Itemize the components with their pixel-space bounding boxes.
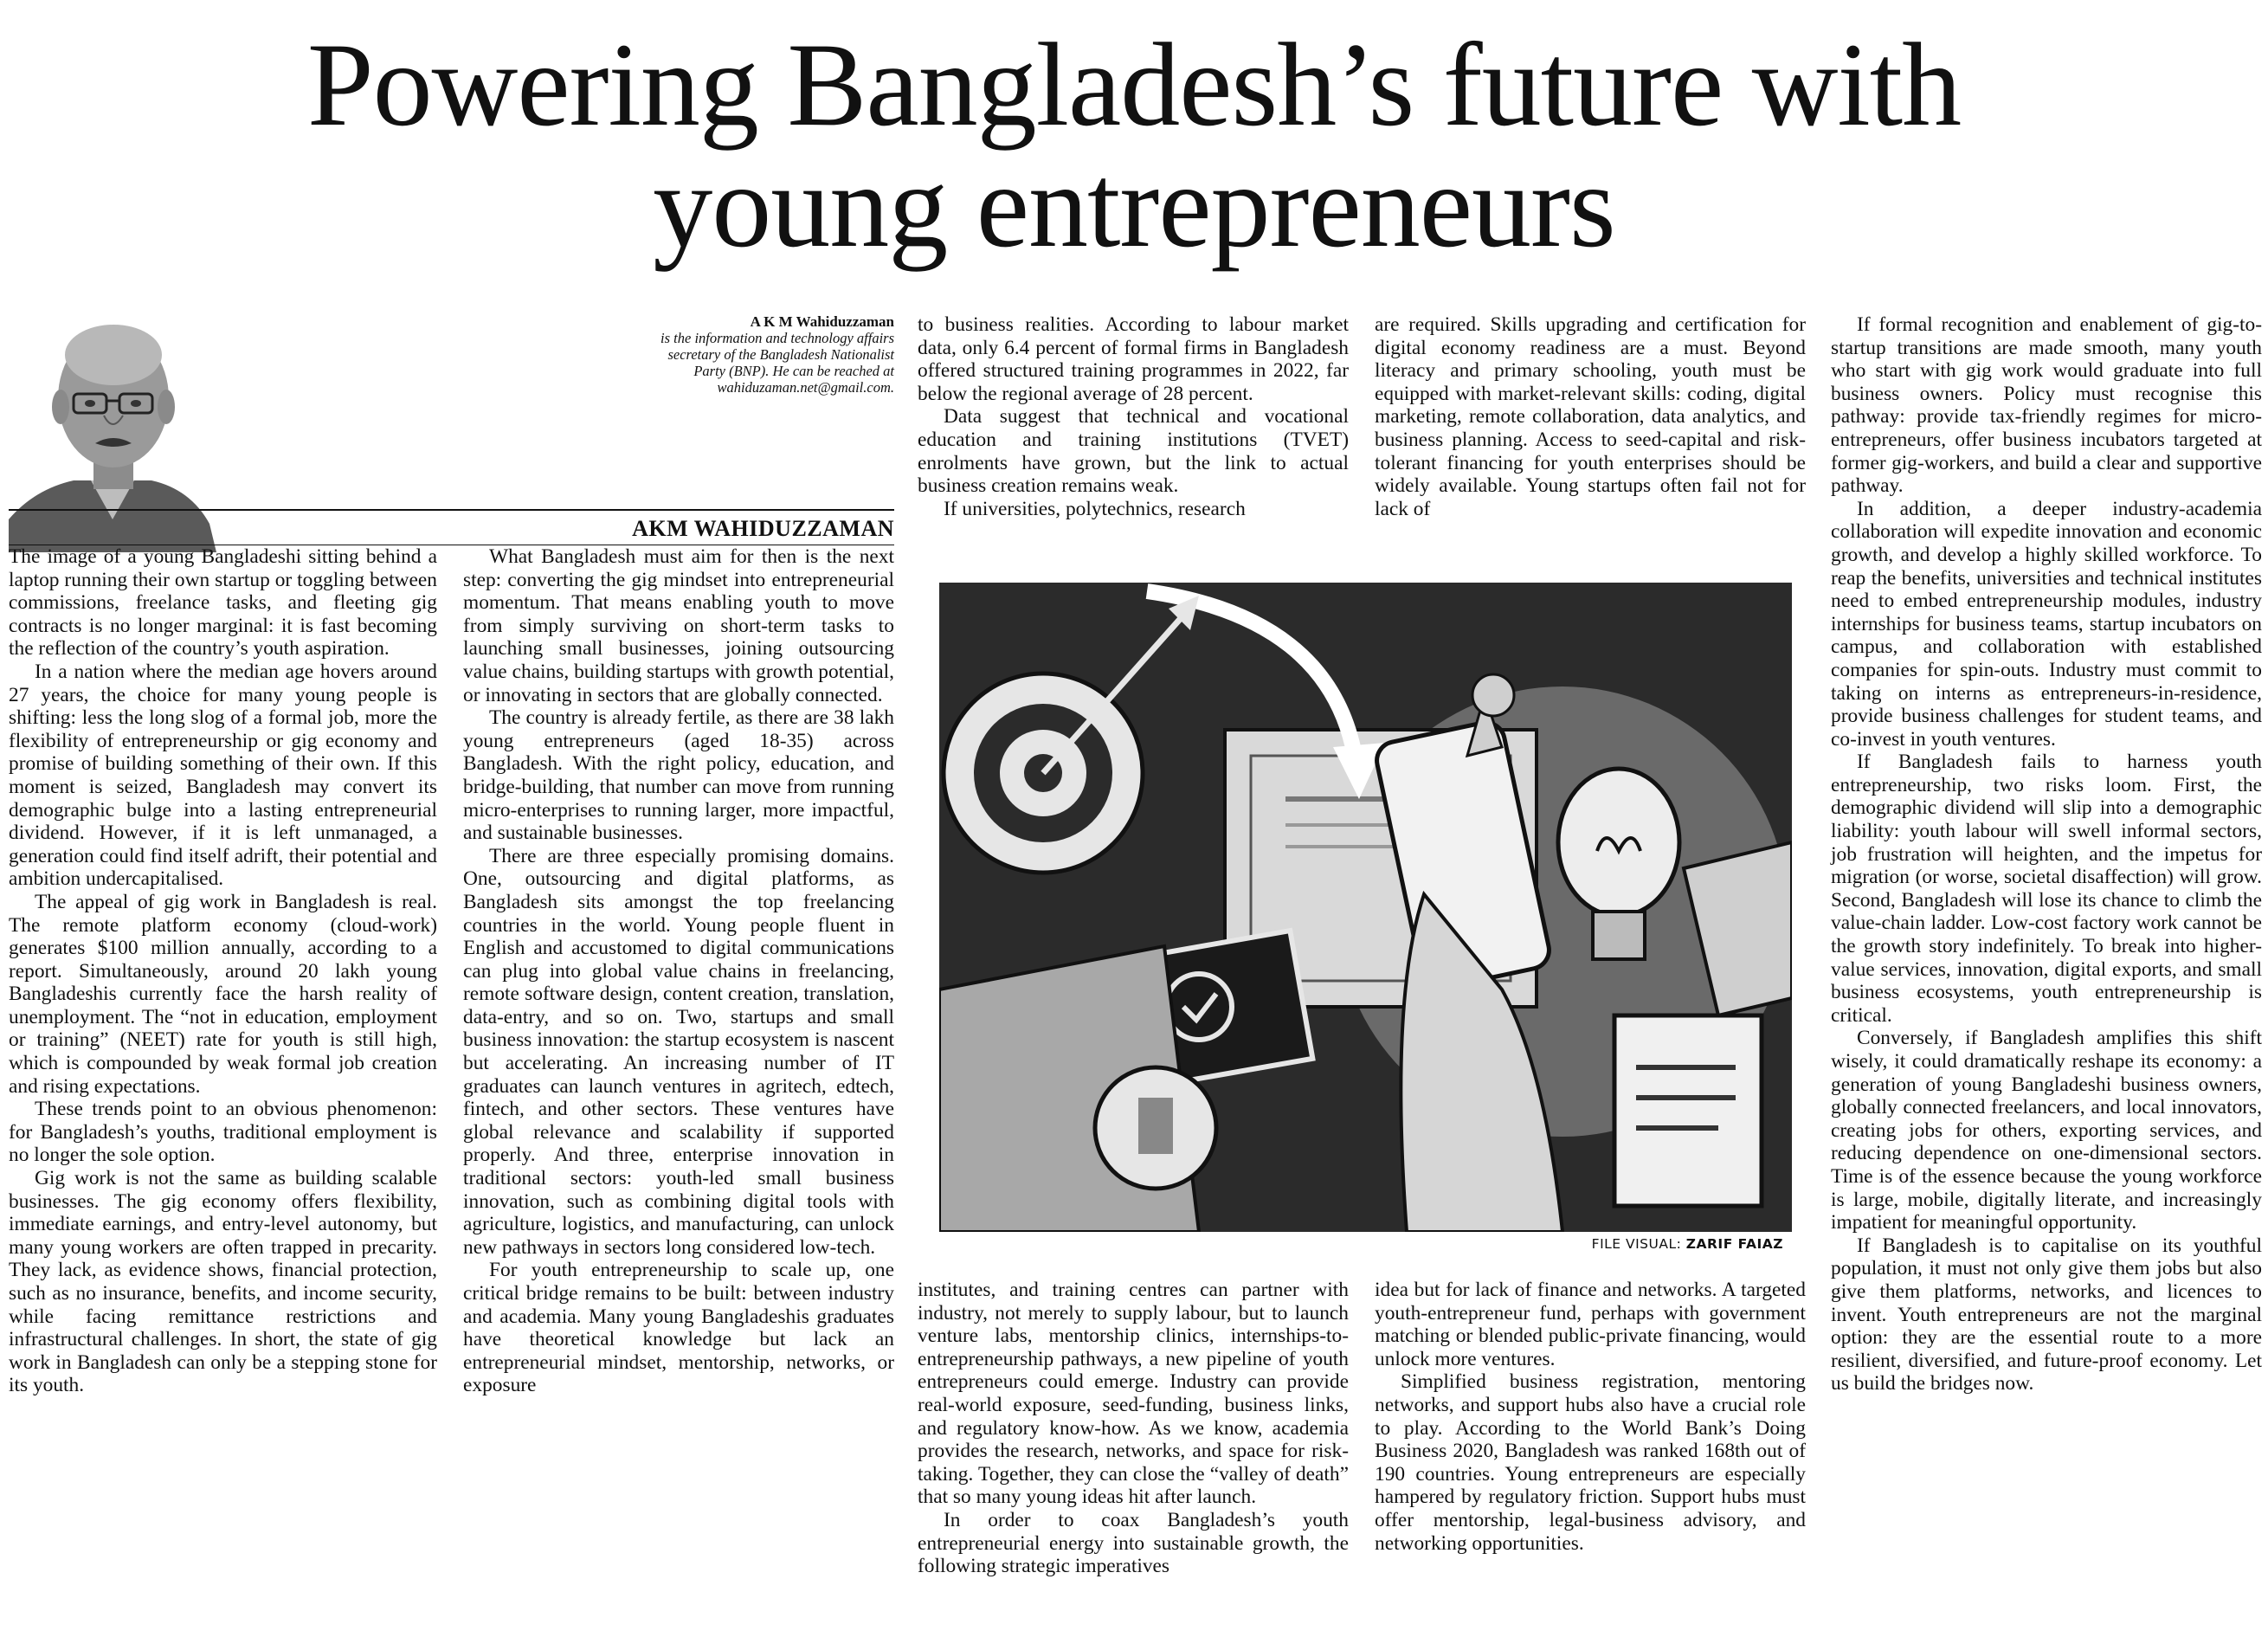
paragraph: For youth entrepreneurship to scale up, one critical bridge remains to be built: between industry and academia. Many young Bangladeshis graduates have theoretical knowledge but lack an entrepreneurial mindset, mentorship, networks, or exposure: [463, 1259, 894, 1397]
paragraph: to business realities. According to labour market data, only 6.4 percent of formal firms in Bangladesh offered structured training programmes in 2022, far below the regional average of 28 percent.: [918, 313, 1349, 405]
byline: AKM WAHIDUZZAMAN: [632, 516, 894, 541]
paragraph: If Bangladesh fails to harness youth entrepreneurship, two risks loom. First, the demographic dividend will slip into a demographic liability: youth labour will swell informal sectors, job frustration will heighten, and the impetus for migration (or worse, societal disaffection) will grow. Second, Bangladesh will lose its chance to climb the value-chain ladder. Low-cost factory work cannot be the growth story indefinitely. To break into higher-value services, innovation, digital exports, and small business ecosystems, youth entrepreneurship is critical.: [1831, 751, 2262, 1027]
article-column-5: [1831, 313, 2262, 1395]
paragraph: The appeal of gig work in Bangladesh is real. The remote platform economy (cloud-work) generates $100 million annually, according to a report. Simultaneously, around 20 lakh young Bangladeshis currently face the harsh reality of unemployment. The “not in education, employment or training” (NEET) rate for youth is still high, which is compounded by weak formal job creation and rising expectations.: [9, 890, 437, 1098]
paragraph: If formal recognition and enablement of gig-to-startup transitions are made smooth, many youth who start with gig work would graduate into full business owners. Policy must recognise this pathway: provide tax-friendly regimes for micro-entrepreneurs, offer business incubators targeted at former gig-workers, and build a clear and supportive pathway.: [1831, 313, 2262, 498]
article-column-3-top: [918, 313, 1349, 520]
paragraph: institutes, and training centres can partner with industry, not merely to supply labour, but to launch venture labs, mentorship clinics, internships-to-entrepreneurship pathways, a new pipeline of youth entrepreneurs could emerge. Industry can provide real-world exposure, seed-funding, business links, and regulatory know-how. As we know, academia provides the research, networks, and space for risk-taking. Together, they can close the “valley of death” that so many young ideas hit after launch.: [918, 1279, 1349, 1509]
headline: [52, 18, 2216, 272]
paragraph: idea but for lack of finance and networks. A targeted youth-entrepreneur fund, perhaps with government matching or blended public-private financing, would unlock more ventures.: [1375, 1279, 1806, 1370]
paragraph: These trends point to an obvious phenomenon: for Bangladesh’s youths, traditional employment is no longer the sole option.: [9, 1098, 437, 1167]
author-bio-line: is the information and technology affairs: [660, 330, 894, 346]
paragraph: Gig work is not the same as building scalable businesses. The gig economy offers flexibility, immediate earnings, and entry-level autonomy, but many young workers are often trapped in precarity. They lack, as evidence shows, financial protection, such as no insurance, benefits, and income security, while facing remittance restrictions and infrastructural challenges. In short, the state of gig work in Bangladesh can only be a stepping stone for its youth.: [9, 1167, 437, 1397]
author-bio: [485, 313, 894, 396]
paragraph: What Bangladesh must aim for then is the next step: converting the gig mindset into entrepreneurial momentum. That means enabling youth to move from simply surviving on short-term tasks to launching small businesses, joining outsourcing value chains, building startups with growth potential, or innovating in sectors that are globally connected.: [463, 545, 894, 706]
author-bio-line: secretary of the Bangladesh Nationalist: [667, 346, 894, 363]
credit-label: FILE VISUAL:: [1591, 1236, 1682, 1252]
paragraph: Simplified business registration, mentoring networks, and support hubs also have a crucial role to play. According to the World Bank’s Doing Business 2020, Bangladesh was ranked 168th out of 190 countries. Young entrepreneurs are especially hampered by regulatory friction. Support hubs must offer mentorship, legal-business advisory, and networking opportunities.: [1375, 1370, 1806, 1555]
paragraph: If Bangladesh is to capitalise on its youthful population, it must not only give them jobs but also give them platforms, networks, and licences to invent. Youth entrepreneurs are not the marginal option: they are the essential route to a more resilient, diversified, and future-proof economy. Let us build the bridges now.: [1831, 1234, 2262, 1395]
paragraph: The country is already fertile, as there are 38 lakh young entrepreneurs (aged 18-35) across Bangladesh. With the right policy, education, and bridge-building, that number can move from running micro-enterprises to running larger, more impactful, and sustainable businesses.: [463, 706, 894, 845]
paragraph: In order to coax Bangladesh’s youth entrepreneurial energy into sustainable growth, the following strategic imperatives: [918, 1508, 1349, 1578]
headline-line-1: Powering Bangladesh’s future with: [306, 18, 1962, 151]
author-email: wahiduzaman.net@gmail.com.: [717, 379, 894, 396]
paragraph: There are three especially promising domains. One, outsourcing and digital platforms, as Bangladesh sits amongst the top freelancing countries in the world. Young people fluent in English and accustomed to digital communications can plug into global value chains in freelancing, remote software design, content creation, translation, data-entry, and so on. Two, startups and small business innovation: the startup ecosystem is nascent but accelerating. An increasing number of IT graduates can launch ventures in agritech, edtech, fintech, and other sectors. These ventures have global relevance and scalability if supported properly. And three, enterprise innovation in traditional sectors: youth-led small business innovation, such as combining digital tools with agriculture, logistics, and manufacturing, can unlock new pathways in sectors long considered low-tech.: [463, 844, 894, 1259]
image-credit: [939, 1236, 1783, 1252]
paragraph: In addition, a deeper industry-academia collaboration will expedite innovation and economic growth, and develop a highly skilled workforce. To reap the benefits, universities and technical institutes need to embed entrepreneurship modules, industry internships for business teams, startup incubators on campus, and collaboration with established companies for spin-outs. Industry must commit to taking on interns as entrepreneurs-in-residence, provide business challenges for student teams, and co-invest in youth ventures.: [1831, 497, 2262, 751]
author-bio-line: Party (BNP). He can be reached at: [693, 363, 894, 379]
paragraph: are required. Skills upgrading and certification for digital economy readiness are a must. Beyond literacy and primary schooling, youth must be equipped with market-relevant skills: coding, digital marketing, remote collaboration, data analytics, and business planning. Access to seed-capital and risk-tolerant financing for youth enterprises should be widely available. Young startups often fail not for lack of: [1375, 313, 1806, 520]
article-column-2: [463, 545, 894, 1397]
author-portrait: [9, 303, 216, 552]
article-column-3-bottom: [918, 1279, 1349, 1578]
paragraph: The image of a young Bangladeshi sitting behind a laptop running their own startup or toggling between commissions, freelance tasks, and fleeting gig contracts is no longer marginal: it is fast becoming the reflection of the country’s youth aspiration.: [9, 545, 437, 661]
credit-name: ZARIF FAIAZ: [1685, 1236, 1783, 1252]
paragraph: Data suggest that technical and vocational education and training institutions (TVET) enrolments have grown, but the link to actual business creation remains weak.: [918, 405, 1349, 498]
paragraph: In a nation where the median age hovers around 27 years, the choice for many young people is shifting: less the long slog of a formal job, more the flexibility of entrepreneurship or gig economy and promise of building something of their own. If this moment is seized, Bangladesh may convert its demographic bulge into a lasting entrepreneurial dividend. However, if it is left unmanaged, a generation could find itself adrift, their potential and ambition undercapitalised.: [9, 660, 437, 891]
article-column-4-bottom: [1375, 1279, 1806, 1555]
paragraph: Conversely, if Bangladesh amplifies this shift wisely, it could dramatically reshape its economy: a generation of young Bangladeshi business owners, globally connected freelancers, and local innovators, creating jobs for others, exporting services, and reducing dependence on one-dimensional sectors. Time is of the essence because the young workforce is large, mobile, digitally literate, and increasingly impatient for meaningful opportunity.: [1831, 1027, 2262, 1234]
article-column-4-top: [1375, 313, 1806, 520]
article-illustration: [939, 583, 1792, 1232]
headline-line-2: young entrepreneurs: [653, 139, 1615, 272]
paragraph: If universities, polytechnics, research: [944, 497, 1246, 520]
author-name: A K M Wahiduzzaman: [750, 313, 894, 330]
author-divider: [9, 509, 894, 511]
article-column-1: [9, 545, 437, 1397]
